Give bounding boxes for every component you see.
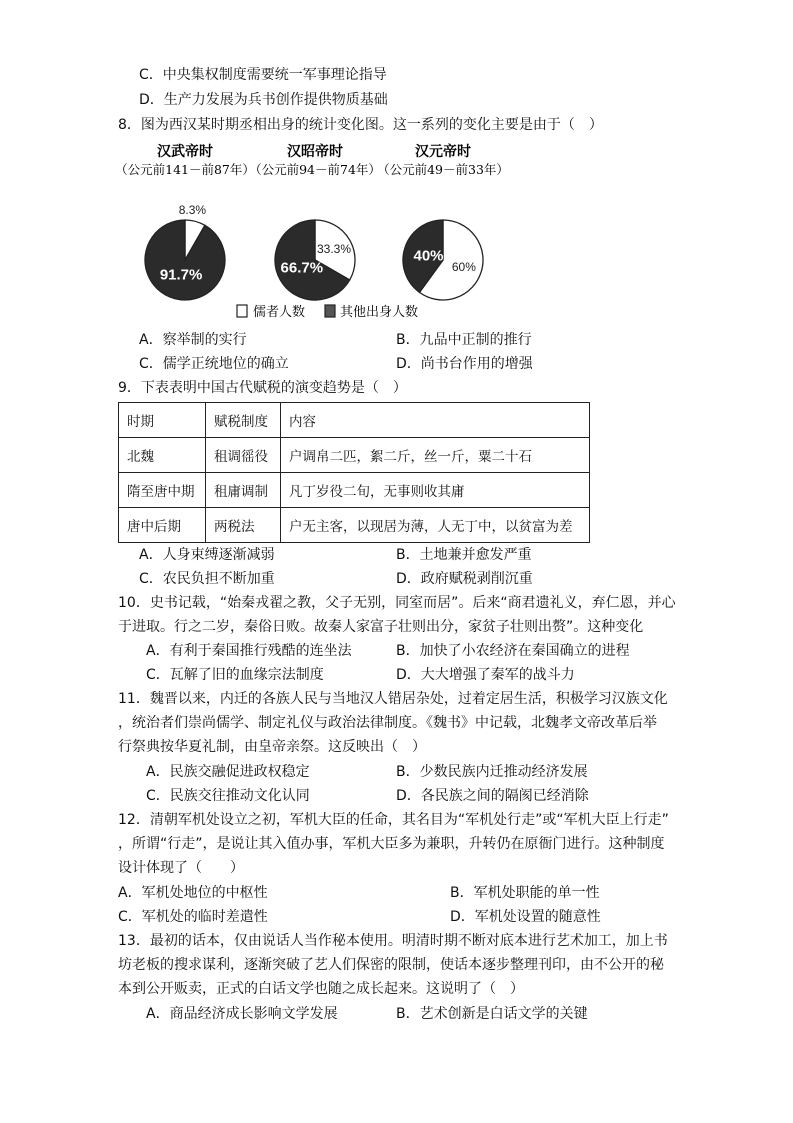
pie-label-confucian: 8.3% (178, 202, 207, 217)
q8-stem: 8．图为西汉某时期丞相出身的统计变化图。这一系列的变化主要是由于（ ） (118, 117, 603, 133)
q10-option-c: C．瓦解了旧的血缘宗法制度 (146, 667, 324, 683)
q12-option-a: A．军机处地位的中枢性 (118, 885, 268, 901)
pie-title: 汉昭帝时 (287, 144, 343, 160)
pie-label-other: 40% (413, 247, 444, 265)
table-cell: 租调徭役 (206, 438, 281, 473)
tax-table (118, 402, 590, 543)
q11-option-b: B．少数民族内迁推动经济发展 (396, 764, 588, 780)
pie-period: （公元前94－前74年） (249, 162, 381, 177)
q10-option-a: A．有利于秦国推行残酷的连坐法 (146, 643, 352, 659)
q8-option-a: A．察举制的实行 (139, 332, 247, 348)
table-header-cell: 时期 (119, 403, 206, 438)
chart-legend (237, 304, 418, 320)
q10-stem-line: 10．史书记载，“始秦戎翟之教，父子无别，同室而居”。后来“商君遗礼义，弃仁恩，并心 (118, 595, 676, 611)
pie-title: 汉元帝时 (415, 144, 471, 160)
q11-stem-line: 行祭典按华夏礼制，由皇帝亲祭。这反映出（ ） (118, 739, 426, 755)
pie-label-confucian: 33.3% (316, 242, 352, 256)
pie-period: （公元前141－前87年） (115, 162, 255, 177)
q10-option-d: D．大大增强了秦军的战斗力 (396, 667, 575, 683)
table-cell: 隋至唐中期 (119, 473, 206, 508)
q11-stem-line: 11．魏晋以来，内迁的各族人民与当地汉人错居杂处，过着定居生活，积极学习汉族文化 (118, 691, 668, 707)
q12-stem-line: 设计体现了（ ） (118, 860, 244, 876)
pie-title: 汉武帝时 (157, 144, 213, 160)
table-row (119, 438, 590, 473)
table-cell: 唐中后期 (119, 508, 206, 543)
q13-stem-line: 坊老板的搜求谋利，逐渐突破了艺人们保密的限制，使话本逐步整理刊印，由不公开的秘 (118, 957, 664, 973)
q8-option-d: D．尚书台作用的增强 (396, 356, 533, 372)
table-header-row (119, 403, 590, 438)
table-header-cell: 内容 (281, 403, 590, 438)
q13-option-a: A．商品经济成长影响文学发展 (146, 1006, 338, 1022)
pie-label-confucian: 60% (451, 259, 476, 274)
pie-2 (249, 143, 381, 300)
pie-period: （公元前49－前33年） (377, 162, 509, 177)
q8-option-c: C．儒学正统地位的确立 (139, 356, 289, 372)
q13-option-b: B．艺术创新是白话文学的关键 (396, 1006, 588, 1022)
legend-swatch-other (325, 305, 335, 317)
q9-option-b: B．土地兼并愈发严重 (396, 547, 532, 563)
q7-option-d: D．生产力发展为兵书创作提供物质基础 (139, 92, 388, 108)
table-cell: 两税法 (206, 508, 281, 543)
q12-option-c: C．军机处的临时差遣性 (118, 909, 268, 925)
q11-option-c: C．民族交往推动文化认同 (146, 788, 310, 804)
q7-option-c: C．中央集权制度需要统一军事理论指导 (139, 67, 387, 83)
q9-stem: 9．下表表明中国古代赋税的演变趋势是（ ） (118, 380, 407, 396)
table-cell: 北魏 (119, 438, 206, 473)
q9-option-d: D．政府赋税剥削沉重 (396, 571, 533, 587)
table-row (119, 473, 590, 508)
q12-stem-line: ，所谓“行走”，是说让其入值办事，军机大臣多为兼职，升转仍在原衙门进行。这种制度 (118, 836, 665, 852)
q10-stem-line: 于进取。行之二岁，秦俗日败。故秦人家富子壮则出分，家贫子壮则出赘”。这种变化 (118, 619, 644, 635)
pie-label-other: 91.7% (159, 266, 203, 284)
q13-stem-line: 本到公开贩卖，正式的白话文学也随之成长起来。这说明了（ ） (118, 981, 524, 997)
q13-stem-line: 13．最初的话本，仅由说话人当作秘本使用。明清时期不断对底本进行艺术加工，加上书 (118, 933, 668, 949)
pie-slice-other (145, 220, 225, 300)
table-cell: 凡丁岁役二旬，无事则收其庸 (281, 473, 590, 508)
table-cell: 租庸调制 (206, 473, 281, 508)
q9-option-c: C．农民负担不断加重 (139, 571, 275, 587)
q10-option-b: B．加快了小农经济在秦国确立的进程 (396, 643, 630, 659)
pie-label-other: 66.7% (280, 259, 324, 277)
table-cell: 户调帛二匹，絮二斤，丝一斤，粟二十石 (281, 438, 590, 473)
q11-option-d: D．各民族之间的隔阂已经消除 (396, 788, 589, 804)
q12-stem-line: 12．清朝军机处设立之初，军机大臣的任命，其名目为“军机处行走”或“军机大臣上行走” (118, 812, 669, 828)
q11-stem-line: ，统治者们崇尚儒学、制定礼仪与政治法律制度。《魏书》中记载，北魏孝文帝改革后举 (118, 715, 657, 731)
pie-3 (377, 143, 509, 300)
legend-swatch-confucian (237, 305, 247, 317)
pie-1 (115, 143, 255, 300)
table-header-cell: 赋税制度 (206, 403, 281, 438)
q8-option-b: B．九品中正制的推行 (396, 332, 532, 348)
q12-option-b: B．军机处职能的单一性 (450, 885, 600, 901)
q11-option-a: A．民族交融促进政权稳定 (146, 764, 310, 780)
pie-chart-figure (115, 142, 509, 327)
q12-option-d: D．军机处设置的随意性 (450, 909, 601, 925)
table-row (119, 508, 590, 543)
legend-label-confucian: 儒者人数 (253, 305, 306, 320)
table-cell: 户无主客，以现居为薄，人无丁中，以贫富为差 (281, 508, 590, 543)
q9-option-a: A．人身束缚逐渐减弱 (139, 547, 275, 563)
legend-label-other: 其他出身人数 (340, 305, 419, 320)
